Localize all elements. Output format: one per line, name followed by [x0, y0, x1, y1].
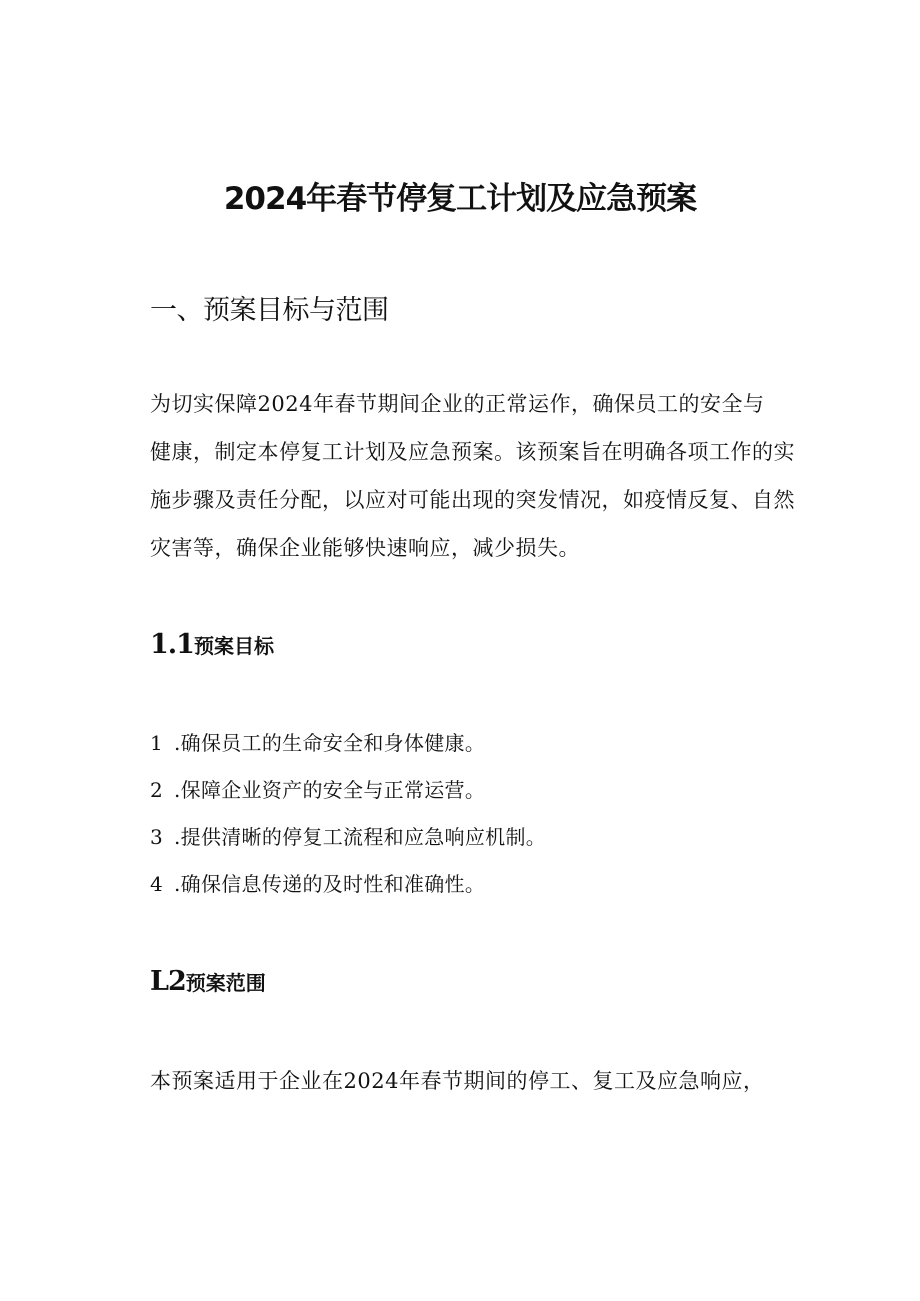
list-text: .确保信息传递的及时性和准确性。	[174, 872, 486, 896]
list-item	[150, 720, 546, 767]
list-item	[150, 814, 546, 861]
list-text: .保障企业资产的安全与正常运营。	[174, 778, 486, 802]
subsection-title: 预案目标	[193, 634, 274, 658]
list-text: .提供清晰的停复工流程和应急响应机制。	[174, 825, 547, 849]
subsection-title: 预案范围	[185, 971, 266, 995]
list-item	[150, 767, 546, 814]
intro-paragraph	[150, 380, 810, 572]
document-title: 2024年春节停复工计划及应急预案	[223, 181, 697, 217]
intro-line: 灾害等，确保企业能够快速响应，减少损失。	[150, 536, 580, 560]
subsection-heading-scope	[150, 962, 266, 1005]
section-heading: 一、预案目标与范围	[150, 295, 389, 326]
intro-line: 健康，制定本停复工计划及应急预案。该预案旨在明确各项工作的实	[150, 440, 795, 464]
goals-list	[150, 720, 546, 908]
list-index: 3	[150, 825, 164, 849]
list-item	[150, 861, 546, 908]
intro-line: 为切实保障2024年春节期间企业的正常运作，确保员工的安全与	[150, 392, 765, 416]
list-index: 1	[150, 731, 164, 755]
subsection-number: L2	[150, 966, 186, 997]
scope-paragraph: 本预案适用于企业在2024年春节期间的停工、复工及应急响应，	[150, 1069, 765, 1093]
list-index: 4	[150, 872, 164, 896]
list-text: .确保员工的生命安全和身体健康。	[174, 731, 486, 755]
intro-line: 施步骤及责任分配，以应对可能出现的突发情况，如疫情反复、自然	[150, 488, 795, 512]
list-index: 2	[150, 778, 164, 802]
subsection-heading-goals	[150, 625, 274, 668]
subsection-number: 1.1	[150, 629, 194, 660]
